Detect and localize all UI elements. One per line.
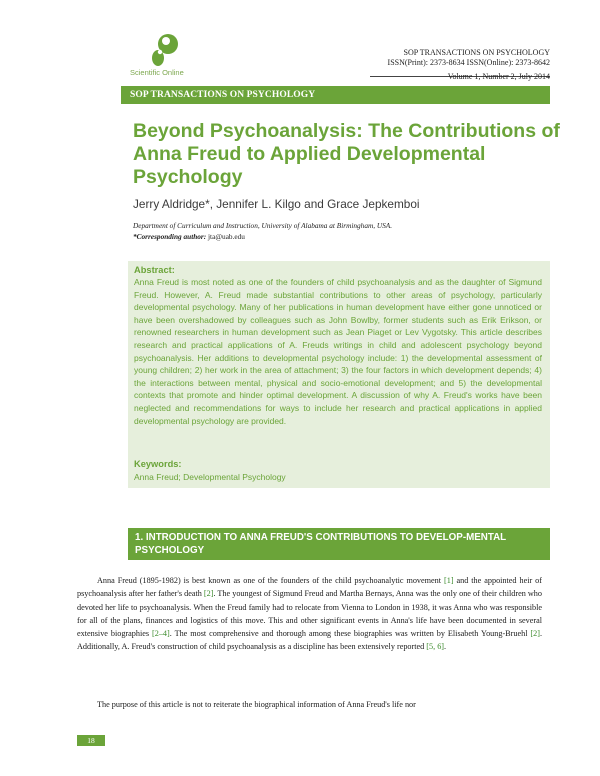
affiliation: Department of Curriculum and Instruction, University of Alabama at Birmingham, USA. [133,221,393,230]
p1-part-b: and the appointed heir of psychoanalysis after her father's death [77,576,542,599]
p1-part-d: . The most comprehensive and thorough among these biographies was written by Elisabeth Young-Bruehl [169,629,531,639]
corresponding-email[interactable]: jta@uab.edu [208,232,245,241]
citation-link[interactable]: [2–4] [152,629,170,639]
section-heading: 1. INTRODUCTION TO ANNA FREUD'S CONTRIBUTIONS TO DEVELOP-MENTAL PSYCHOLOGY [135,532,506,556]
journal-title: SOP TRANSACTIONS ON PSYCHOLOGY [403,48,550,57]
citation-link[interactable]: [2] [530,629,540,639]
abstract-text: Anna Freud is most noted as one of the founders of child psychoanalysis and as the daughter of Sigmund Freud. However, A. Freud made substantial contributions to other areas of psychology, particularly developmental psychology. Many of her publications in human development have either gone unnoticed or have been overshadowed by colleagues such as John Bowlby, former students such as Erik Erikson, or renowned researchers in human development such as Jean Piaget or Lev Vygotsky. This article describes research and practical applications of A. Freuds writings in child and adolescent psychology beyond psychoanalysis. Her additions to developmental psychology include: 1) the developmental assessment of young children; 2) her work in the area of attachment; 3) the four factors in which development depends; 4) the interactions between mental, physical and socio-emotional development; and 5) the developmental contexts that promote and hinder optimal development. A discussion of why A. Freud's works have been neglected and recommendations for ways to include her research and practical applications in applied developmental psychology are provided. [134,277,542,426]
p2-text: The purpose of this article is not to reiterate the biographical information of Anna Freud's life nor [97,700,416,709]
journal-band-label: SOP TRANSACTIONS ON PSYCHOLOGY [130,90,316,100]
abstract-box [128,261,550,488]
journal-band [121,86,550,104]
body-paragraph-2 [77,698,542,711]
page-number: 18 [87,736,95,745]
p1-part-e: . Additionally, A. Freud's construction of child psychoanalysis as a discipline has been extensively reported [77,629,542,652]
keywords-text: Anna Freud; Developmental Psychology [134,472,286,482]
journal-header [388,48,550,67]
p1-part-a: Anna Freud (1895-1982) is best known as one of the founders of the child psychoanalytic movement [97,576,444,585]
citation-link[interactable]: [5, 6] [426,642,445,652]
logo-text: Scientific Online [130,68,184,77]
page-number-box [77,735,105,746]
issn-line: ISSN(Print): 2373-8634 ISSN(Online): 2373-8642 [387,57,550,67]
keywords-heading: Keywords: [134,459,182,469]
body-paragraph-1 [77,574,542,654]
abstract-heading: Abstract: [134,265,175,275]
citation-link[interactable]: [1] [444,576,454,585]
corresponding-author [133,232,245,241]
section-heading-bar [128,528,550,560]
author-list: Jerry Aldridge*, Jennifer L. Kilgo and Grace Jepkemboi [133,197,420,211]
squirrel-logo-icon [128,30,208,70]
citation-link[interactable]: [2] [203,589,214,599]
article-title: Beyond Psychoanalysis: The Contributions of Anna Freud to Applied Developmental Psychology [133,120,560,188]
corresponding-label: *Corresponding author: [133,232,207,241]
p1-part-c: . The youngest of Sigmund Freud and Martha Bernays, Anna was the only one of their children who devoted her life to psychoanalysis. When the Freud family had to relocate from Vienna to London in 1938, it was Anna who was responsible for all of the plans, finances and logistics of this move. This and other significant events in Anna's life have been documented in several extensive biographies [77,589,542,639]
p1-part-f: . [444,642,447,652]
volume-line: Volume 1, Number 2, July 2014 [447,72,550,81]
